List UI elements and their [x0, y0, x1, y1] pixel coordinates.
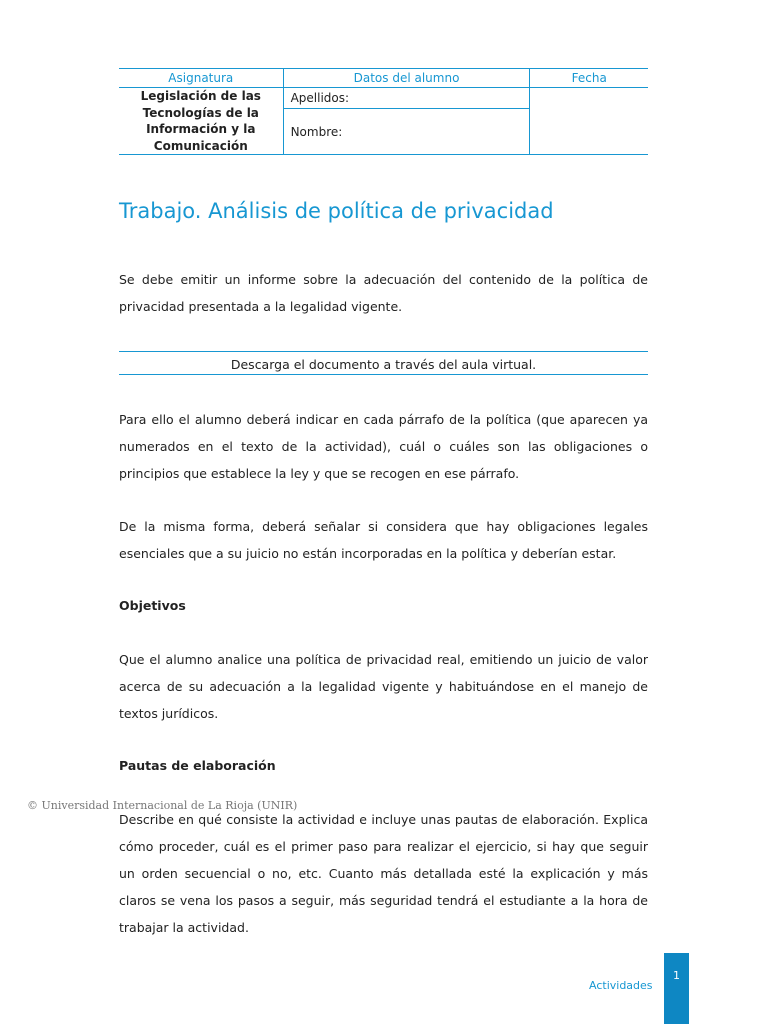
page-number-tab: [664, 953, 689, 1024]
student-info-table: [119, 68, 648, 155]
intro-paragraph: Se debe emitir un informe sobre la adecuación del contenido de la política de privacidad presentada a la legalidad vigente.: [119, 272, 648, 314]
page-number: 1: [673, 969, 680, 982]
objectives-paragraph: Que el alumno analice una política de privacidad real, emitiendo un juicio de valor acerca de su adecuación a la legalidad vigente y habituándose en el manejo de textos jurídicos.: [119, 652, 648, 721]
guidelines-paragraph: Describe en qué consiste la actividad e incluye unas pautas de elaboración. Explica cómo proceder, cuál es el primer paso para realizar el ejercicio, si hay que seguir un orden secuencial o no, etc. Cuanto más detallada esté la explicación y más claros se vena los pasos a seguir, más seguridad tendrá el estudiante a la hora de trabajar la actividad.: [119, 812, 648, 935]
objectives-heading: Objetivos: [119, 598, 186, 613]
surname-field[interactable]: Apellidos:: [283, 88, 530, 109]
subject-line: Información y la: [146, 122, 256, 136]
obligations-paragraph: De la misma forma, deberá señalar si considera que hay obligaciones legales esenciales que a su juicio no están incorporadas en la política y deberían estar.: [119, 519, 648, 561]
copyright-watermark: © Universidad Internacional de La Rioja (UNIR): [27, 799, 298, 812]
header-date: Fecha: [530, 69, 648, 88]
download-notice: Descarga el documento a través del aula virtual.: [119, 351, 648, 375]
instructions-paragraph: Para ello el alumno deberá indicar en cada párrafo de la política (que aparecen ya numerados en el texto de la actividad), cuál o cuáles son las obligaciones o principios que establece la ley y que se recogen en ese párrafo.: [119, 412, 648, 481]
subject-line: Legislación de las: [140, 89, 261, 103]
header-student-data: Datos del alumno: [283, 69, 530, 88]
subject-line: Comunicación: [153, 138, 248, 153]
footer-section-label: Actividades: [589, 979, 653, 992]
document-title: Trabajo. Análisis de política de privacidad: [119, 199, 554, 223]
subject-name: [119, 88, 283, 155]
date-field[interactable]: [530, 88, 648, 155]
name-field[interactable]: Nombre:: [283, 109, 530, 155]
subject-line: Tecnologías de la: [142, 105, 259, 120]
header-subject: Asignatura: [119, 69, 283, 88]
guidelines-heading: Pautas de elaboración: [119, 758, 276, 773]
